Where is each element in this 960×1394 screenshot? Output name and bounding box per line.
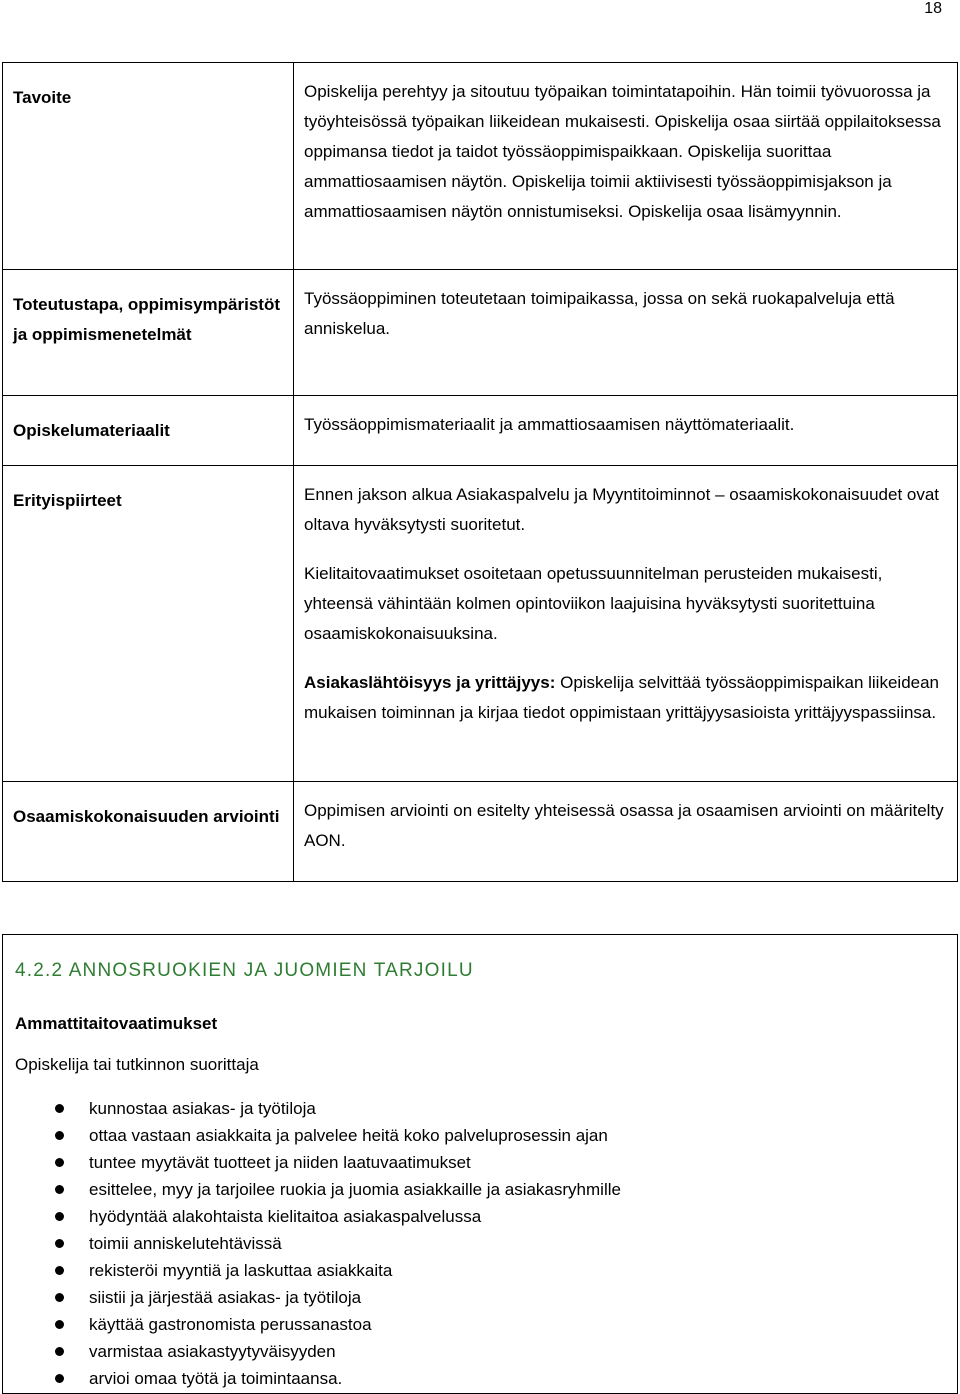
row-label: Opiskelumateriaalit — [3, 396, 294, 466]
table-row-tavoite — [3, 63, 958, 270]
table-row-opiskelumateriaalit — [3, 396, 958, 466]
list-item-text: toimii anniskelutehtävissä — [89, 1234, 282, 1253]
bullet-icon — [55, 1347, 64, 1356]
criteria-list — [3, 1095, 621, 1392]
list-item-text: arvioi omaa työtä ja toimintaansa. — [89, 1369, 343, 1388]
list-item — [3, 1338, 621, 1365]
bullet-icon — [55, 1239, 64, 1248]
bullet-icon — [55, 1185, 64, 1194]
list-item — [3, 1149, 621, 1176]
list-item — [3, 1095, 621, 1122]
row-value — [294, 466, 958, 782]
row-paragraph: Työssäoppimismateriaalit ja ammattiosaamisen näyttömateriaalit. — [304, 415, 795, 434]
list-item — [3, 1230, 621, 1257]
emphasis-lead: Asiakaslähtöisyys ja yrittäjyys: — [304, 673, 556, 692]
row-paragraph-emphasis — [304, 668, 947, 728]
list-item-text: kunnostaa asiakas- ja työtiloja — [89, 1099, 316, 1118]
list-item — [3, 1122, 621, 1149]
list-item-text: esittelee, myy ja tarjoilee ruokia ja juomia asiakkaille ja asiakasryhmille — [89, 1180, 621, 1199]
competence-section — [2, 934, 958, 1394]
table-row-arviointi — [3, 782, 958, 882]
study-unit-table — [2, 62, 958, 882]
section-heading: 4.2.2 ANNOSRUOKIEN JA JUOMIEN TARJOILU — [15, 960, 474, 981]
list-item-text: tuntee myytävät tuotteet ja niiden laatuvaatimukset — [89, 1153, 471, 1172]
row-value — [294, 63, 958, 270]
list-item-text: ottaa vastaan asiakkaita ja palvelee heitä koko palveluprosessin ajan — [89, 1126, 608, 1145]
table-row-toteutustapa — [3, 270, 958, 396]
row-paragraph: Oppimisen arviointi on esitelty yhteisessä osassa ja osaamisen arviointi on määritelty AON. — [304, 801, 944, 850]
bullet-icon — [55, 1293, 64, 1302]
row-paragraph: Ennen jakson alkua Asiakaspalvelu ja Myyntitoiminnot – osaamiskokonaisuudet ovat oltava hyväksytysti suoritetut. — [304, 485, 940, 534]
list-item-text: siistii ja järjestää asiakas- ja työtiloja — [89, 1288, 362, 1307]
page-number: 18 — [924, 0, 942, 17]
row-paragraph: Työssäoppiminen toteutetaan toimipaikassa, jossa on sekä ruokapalveluja että anniskelua. — [304, 289, 895, 338]
row-label: Tavoite — [3, 63, 294, 270]
section-subheading: Ammattitaitovaatimukset — [15, 1014, 218, 1033]
row-value — [294, 396, 958, 466]
list-item-text: rekisteröi myyntiä ja laskuttaa asiakkaita — [89, 1261, 393, 1280]
row-value — [294, 270, 958, 396]
row-paragraph: Opiskelija perehtyy ja sitoutuu työpaikan toimintatapoihin. Hän toimii työvuorossa ja työyhteisössä työpaikan liikeidean mukaisesti. Opiskelija osaa siirtää oppilaitoksessa oppimansa tiedot ja taidot työssäoppimispaikkaan. Opiskelija suorittaa ammattiosaamisen näytön. Opiskelija toimii aktiivisesti työssäoppimisjakson ja ammattiosaamisen näytön onnistumiseksi. Opiskelija osaa lisämyynnin. — [304, 82, 941, 221]
list-item-text: hyödyntää alakohtaista kielitaitoa asiakaspalvelussa — [89, 1207, 482, 1226]
section-intro: Opiskelija tai tutkinnon suorittaja — [15, 1055, 259, 1074]
list-item — [3, 1257, 621, 1284]
bullet-icon — [55, 1158, 64, 1167]
row-label: Osaamiskokonaisuuden arviointi — [3, 782, 294, 882]
emphasis-text: Opiskelija selvittää työssäoppimispaikan liikeidean mukaisen toiminnan ja kirjaa tiedot oppimistaan yrittäjyysasioista yrittäjyyspassiinsa. — [304, 673, 940, 722]
list-item — [3, 1311, 621, 1338]
list-item — [3, 1176, 621, 1203]
list-item-text: varmistaa asiakastyytyväisyyden — [89, 1342, 336, 1361]
bullet-icon — [55, 1320, 64, 1329]
bullet-icon — [55, 1104, 64, 1113]
list-item — [3, 1203, 621, 1230]
row-paragraph: Kielitaitovaatimukset osoitetaan opetussuunnitelman perusteiden mukaisesti, yhteensä vähintään kolmen opintoviikon laajuisina hyväksytysti suoritettuina osaamiskokonaisuuksina. — [304, 564, 883, 643]
bullet-icon — [55, 1374, 64, 1383]
row-label: Erityispiirteet — [3, 466, 294, 782]
row-value — [294, 782, 958, 882]
list-item — [3, 1365, 621, 1392]
table-row-erityispiirteet — [3, 466, 958, 782]
bullet-icon — [55, 1266, 64, 1275]
bullet-icon — [55, 1131, 64, 1140]
list-item-text: käyttää gastronomista perussanastoa — [89, 1315, 372, 1334]
bullet-icon — [55, 1212, 64, 1221]
list-item — [3, 1284, 621, 1311]
row-label: Toteutustapa, oppimisympäristöt ja oppimismenetelmät — [3, 270, 294, 396]
